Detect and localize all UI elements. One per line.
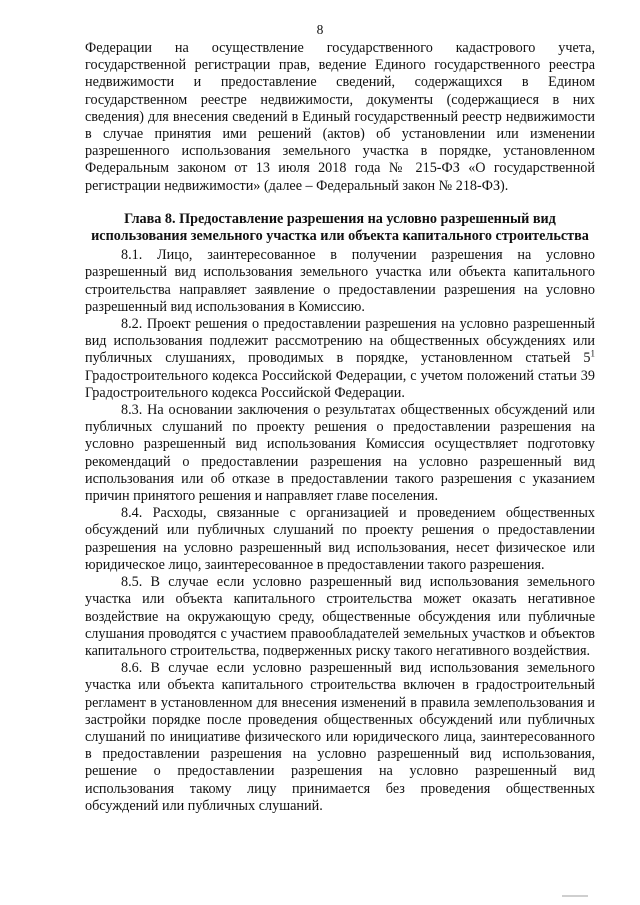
document-body	[85, 40, 595, 815]
section-8-1: 8.1. Лицо, заинтересованное в получении разрешения на условно разрешенный вид использования земельного участка или объекта капитального строительства направляет заявление о предоставлении разрешения на условно разрешенный вид использования в Комиссию.	[85, 247, 595, 315]
section-8-3: 8.3. На основании заключения о результатах общественных обсуждений или публичных слушаний по проекту решения о предоставлении разрешения на условно разрешенный вид использования Комиссия осуществляет подготовку рекомендаций о предоставлении разрешения на условно разрешенный вид использования или об отказе в предоставлении такого разрешения с указанием причин принятого решения и направляет главе поселения.	[85, 402, 595, 505]
intro-paragraph: Федерации на осуществление государственного кадастрового учета, государственной регистрации прав, ведение Единого государственного реестра недвижимости и предоставление сведений, содержащихся в Едином государственном реестре недвижимости, документы (содержащиеся в них сведения) для внесения сведений в Единый государственный реестр недвижимости в случае принятия ими решений (актов) об установлении или изменении разрешенного использования земельного участка в порядке, установленном Федеральным законом от 13 июля 2018 года № 215-ФЗ «О государственной регистрации недвижимости» (далее – Федеральный закон № 218-ФЗ).	[85, 40, 595, 194]
section-8-2-text-continued: Градостроительного кодекса Российской Федерации, с учетом положений статьи 39 Градостроительного кодекса Российской Федерации.	[85, 367, 595, 401]
chapter-heading: Глава 8. Предоставление разрешения на условно разрешенный вид использования земельного участка или объекта капитального строительства	[91, 210, 589, 245]
scan-mark	[562, 895, 588, 897]
section-8-5: 8.5. В случае если условно разрешенный вид использования земельного участка или объекта капитального строительства может оказать негативное воздействие на окружающую среду, общественные обсуждения или публичные слушания проводятся с участием правообладателей земельных участков и объектов капитального строительства, подверженных риску такого негативного воздействия.	[85, 574, 595, 659]
section-8-2-superscript: 1	[590, 348, 595, 359]
section-8-2	[85, 316, 595, 402]
section-8-4: 8.4. Расходы, связанные с организацией и проведением общественных обсуждений или публичных слушаний по проекту решения о предоставлении разрешения на условно разрешенный вид использования, несет физическое или юридическое лицо, заинтересованное в предоставлении такого разрешения.	[85, 505, 595, 573]
page-number: 8	[316, 22, 324, 37]
section-8-6: 8.6. В случае если условно разрешенный вид использования земельного участка или объекта капитального строительства включен в градостроительный регламент в установленном для внесения изменений в правила землепользования и застройки порядке после проведения общественных обсуждений или публичных слушаний по инициативе физического или юридического лица, заинтересованного в предоставлении разрешения на условно разрешенный вид использования, решение о предоставлении разрешения на условно разрешенный вид использования такому лицу принимается без проведения общественных обсуждений или публичных слушаний.	[85, 660, 595, 814]
section-8-2-text: 8.2. Проект решения о предоставлении разрешения на условно разрешенный вид использования подлежит рассмотрению на общественных обсуждениях или публичных слушаниях, проводимых в порядке, установленном статьей 5	[85, 316, 595, 367]
